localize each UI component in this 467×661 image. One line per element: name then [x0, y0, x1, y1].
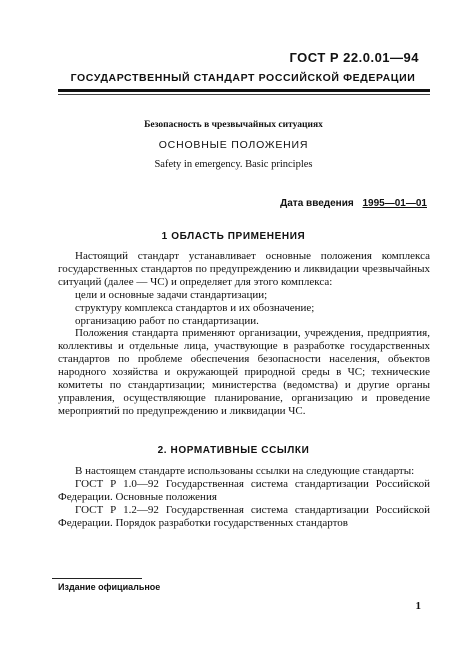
- section-2-body: [58, 465, 430, 530]
- introduction-date-value: 1995—01—01: [362, 198, 427, 209]
- section-2-title: 2. НОРМАТИВНЫЕ ССЫЛКИ: [157, 445, 310, 456]
- list-item: организацию работ по стандартизации.: [75, 314, 259, 327]
- section-1-body: [58, 250, 430, 418]
- edition-note: Издание официальное: [58, 582, 161, 592]
- paragraph: В настоящем стандарте использованы ссылки на следующие стандарты:: [75, 465, 415, 477]
- header-divider-thick: [58, 89, 430, 92]
- page-number: 1: [415, 600, 421, 612]
- standard-category: Безопасность в чрезвычайных ситуациях: [144, 120, 323, 130]
- reference-item: ГОСТ Р 1.0—92 Государственная система стандартизации Российской Федерации. Основные положения: [58, 477, 430, 503]
- paragraph: Положения стандарта применяют организации, учреждения, предприятия, коллективы и отдельные лица, участвующие в разработке государственных стандартов по проблеме обеспечения безопасности населения, объектов народного хозяйства и окружающей природной среды в ЧС; технические комитеты по стандартизации; министерства (ведомства) и другие органы управления, осуществляющие планирование, организацию и проведение мероприятий по предупреждению и ликвидации ЧС.: [58, 327, 430, 417]
- header-divider-thin: [58, 94, 430, 95]
- introduction-date: [280, 198, 427, 209]
- list-item: структуру комплекса стандартов и их обозначение;: [75, 301, 315, 314]
- section-1-title: 1 ОБЛАСТЬ ПРИМЕНЕНИЯ: [161, 231, 306, 242]
- introduction-date-label: Дата введения: [280, 198, 354, 209]
- list-item: цели и основные задачи стандартизации;: [75, 288, 268, 301]
- footer-divider: [52, 578, 142, 579]
- reference-item: ГОСТ Р 1.2—92 Государственная система стандартизации Российской Федерации. Порядок разработки государственных стандартов: [58, 503, 430, 529]
- standard-title-english: Safety in emergency. Basic principles: [154, 159, 313, 170]
- document-number: ГОСТ Р 22.0.01—94: [289, 50, 419, 65]
- standard-title: ОСНОВНЫЕ ПОЛОЖЕНИЯ: [158, 139, 309, 151]
- standard-header: ГОСУДАРСТВЕННЫЙ СТАНДАРТ РОССИЙСКОЙ ФЕДЕРАЦИИ: [70, 72, 416, 84]
- paragraph: Настоящий стандарт устанавливает основные положения комплекса государственных стандартов по предупреждению и ликвидации чрезвычайных ситуаций (далее — ЧС) и определяет для этого комплекса:: [58, 250, 430, 288]
